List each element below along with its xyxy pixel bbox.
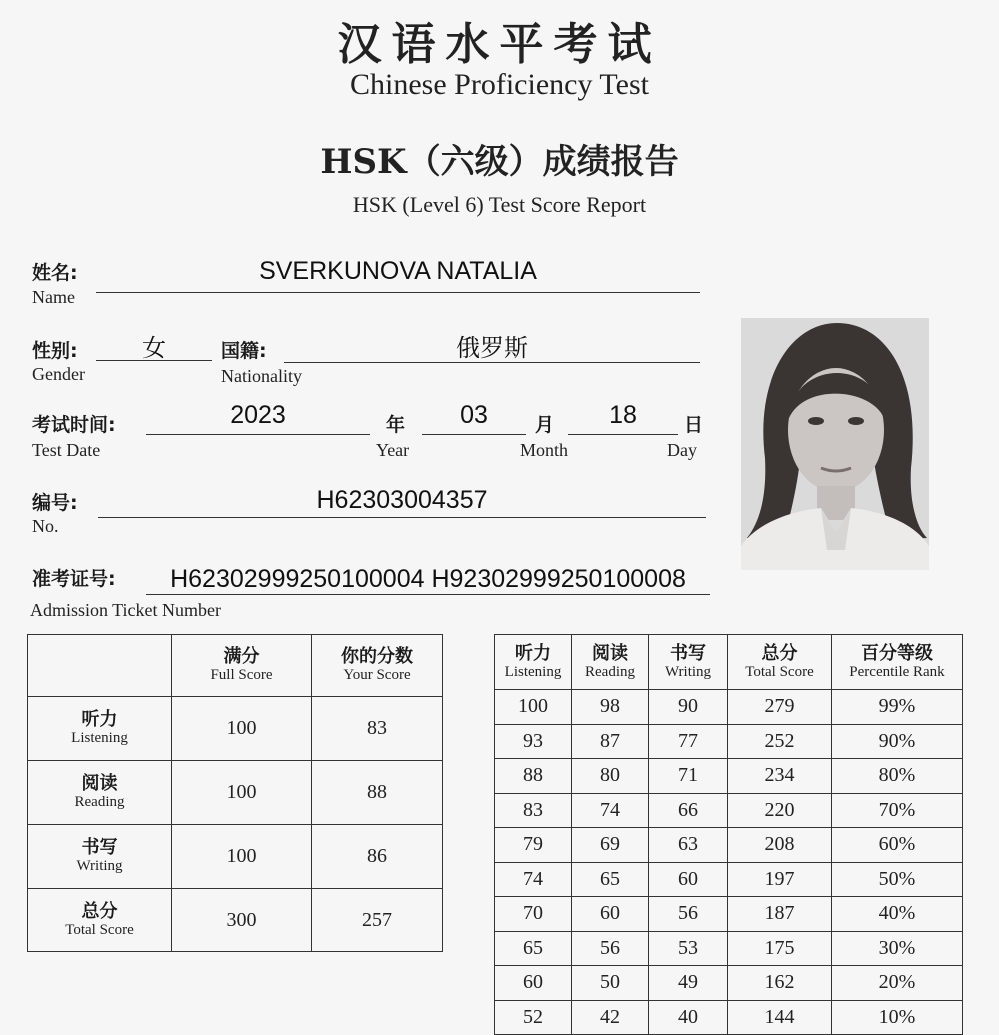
title-chinese: 汉语水平考试	[337, 19, 662, 70]
percentile-header-listening	[495, 635, 572, 690]
number-label-cn: 编号:	[32, 492, 78, 514]
row-label-cn: 听力	[81, 709, 118, 730]
test-date-label-en: Test Date	[32, 440, 101, 460]
reading-cell: 60	[572, 897, 649, 932]
name-label-en: Name	[32, 287, 75, 307]
reading-cell: 65	[572, 862, 649, 897]
test-day-value: 18	[609, 401, 637, 429]
writing-cell: 77	[649, 724, 728, 759]
nationality-label-cn: 国籍:	[221, 340, 267, 362]
listening-cell: 88	[495, 759, 572, 794]
test-date-label-cn: 考试时间:	[32, 414, 116, 436]
percentile-cell: 90%	[832, 724, 963, 759]
percentile-cell: 60%	[832, 828, 963, 863]
header-cn: 百分等级	[861, 642, 933, 664]
table-row	[495, 897, 963, 932]
header-en: Writing	[664, 663, 712, 680]
number-underline	[98, 517, 706, 518]
year-label-cn: 年	[386, 414, 406, 436]
listening-cell: 65	[495, 931, 572, 966]
reading-cell: 74	[572, 793, 649, 828]
gender-label-en: Gender	[32, 364, 85, 384]
table-row	[495, 862, 963, 897]
row-label	[28, 697, 172, 761]
reading-cell: 98	[572, 690, 649, 725]
header-en: Percentile Rank	[849, 663, 945, 680]
header-en: Listening	[504, 663, 562, 680]
table-row	[495, 931, 963, 966]
full-score-cell: 300	[172, 889, 312, 952]
reading-cell: 50	[572, 966, 649, 1001]
header-en: Total Score	[745, 663, 814, 680]
listening-cell: 79	[495, 828, 572, 863]
header-cn: 听力	[515, 642, 551, 664]
row-label-en: Writing	[76, 858, 123, 874]
full-score-cell: 100	[172, 825, 312, 889]
table-row	[495, 759, 963, 794]
gender-value: 女	[142, 334, 166, 362]
full-score-cell: 100	[172, 697, 312, 761]
reading-cell: 56	[572, 931, 649, 966]
total-cell: 144	[728, 1000, 832, 1035]
percentile-header-writing	[649, 635, 728, 690]
reading-cell: 69	[572, 828, 649, 863]
month-label-cn: 月	[535, 414, 555, 436]
listening-cell: 70	[495, 897, 572, 932]
total-cell: 234	[728, 759, 832, 794]
percentile-table	[494, 634, 963, 1035]
name-label-cn: 姓名:	[32, 262, 78, 284]
day-label-cn: 日	[684, 414, 704, 436]
gender-label-cn: 性别:	[32, 340, 78, 362]
total-cell: 252	[728, 724, 832, 759]
number-value: H62303004357	[316, 486, 488, 514]
year-label-en: Year	[376, 440, 410, 460]
test-day-underline	[568, 434, 678, 435]
full-score-header	[172, 635, 312, 697]
percentile-header-reading	[572, 635, 649, 690]
gender-underline	[96, 360, 212, 361]
row-label-cn: 阅读	[81, 773, 118, 794]
nationality-value: 俄罗斯	[456, 334, 528, 362]
full-score-cell: 100	[172, 761, 312, 825]
your-score-cell: 257	[312, 889, 443, 952]
score-table	[27, 634, 443, 952]
table-row	[495, 1000, 963, 1035]
test-month-underline	[422, 434, 526, 435]
title-english: Chinese Proficiency Test	[350, 68, 649, 101]
candidate-photo	[741, 318, 929, 570]
header-en: Reading	[585, 663, 635, 680]
table-row	[495, 966, 963, 1001]
total-cell: 175	[728, 931, 832, 966]
percentile-cell: 99%	[832, 690, 963, 725]
total-cell: 187	[728, 897, 832, 932]
candidate-photo-illustration	[741, 318, 929, 570]
header-cn: 总分	[761, 642, 798, 664]
table-row	[495, 828, 963, 863]
percentile-cell: 40%	[832, 897, 963, 932]
listening-cell: 100	[495, 690, 572, 725]
total-cell: 279	[728, 690, 832, 725]
writing-cell: 40	[649, 1000, 728, 1035]
writing-cell: 90	[649, 690, 728, 725]
total-cell: 162	[728, 966, 832, 1001]
table-row	[28, 761, 443, 825]
ticket-label-en: Admission Ticket Number	[30, 600, 222, 620]
nationality-underline	[284, 362, 700, 363]
writing-cell: 66	[649, 793, 728, 828]
header-cn: 书写	[670, 642, 706, 664]
your-score-cell: 86	[312, 825, 443, 889]
percentile-header-total	[728, 635, 832, 690]
percentile-cell: 20%	[832, 966, 963, 1001]
score-table-header	[28, 635, 443, 697]
row-label-cn: 书写	[81, 837, 118, 858]
listening-cell: 83	[495, 793, 572, 828]
table-row	[495, 690, 963, 725]
listening-cell: 60	[495, 966, 572, 1001]
row-label-en: Listening	[71, 730, 128, 746]
listening-cell: 93	[495, 724, 572, 759]
reading-cell: 87	[572, 724, 649, 759]
percentile-table-header	[495, 635, 963, 690]
test-year-underline	[146, 434, 370, 435]
your-score-cell: 83	[312, 697, 443, 761]
row-label	[28, 761, 172, 825]
percentile-cell: 10%	[832, 1000, 963, 1035]
nationality-label-en: Nationality	[221, 366, 302, 386]
ticket-underline	[146, 594, 710, 595]
name-underline	[96, 292, 700, 293]
table-row	[495, 724, 963, 759]
reading-cell: 42	[572, 1000, 649, 1035]
total-cell: 208	[728, 828, 832, 863]
total-cell: 197	[728, 862, 832, 897]
total-cell: 220	[728, 793, 832, 828]
percentile-cell: 30%	[832, 931, 963, 966]
table-row	[28, 889, 443, 952]
month-label-en: Month	[520, 440, 569, 460]
header-cn: 阅读	[592, 642, 628, 664]
row-label-en: Reading	[74, 794, 125, 810]
row-label-en: Total Score	[65, 921, 134, 938]
row-label-cn: 总分	[81, 900, 118, 922]
your-score-header	[312, 635, 443, 697]
percentile-cell: 80%	[832, 759, 963, 794]
your-score-cell: 88	[312, 761, 443, 825]
percentile-cell: 70%	[832, 793, 963, 828]
ticket-value: H62302999250100004 H92302999250100008	[170, 565, 686, 593]
writing-cell: 53	[649, 931, 728, 966]
writing-cell: 71	[649, 759, 728, 794]
your-score-header-en: Your Score	[343, 667, 411, 683]
percentile-header-rank	[832, 635, 963, 690]
ticket-label-cn: 准考证号:	[32, 568, 116, 590]
number-label-en: No.	[32, 516, 59, 536]
listening-cell: 52	[495, 1000, 572, 1035]
table-row	[28, 825, 443, 889]
writing-cell: 56	[649, 897, 728, 932]
reading-cell: 80	[572, 759, 649, 794]
full-score-header-cn: 满分	[223, 646, 260, 667]
writing-cell: 60	[649, 862, 728, 897]
score-table-corner	[28, 635, 172, 697]
table-row	[495, 793, 963, 828]
listening-cell: 74	[495, 862, 572, 897]
percentile-cell: 50%	[832, 862, 963, 897]
table-row	[28, 697, 443, 761]
row-label	[28, 825, 172, 889]
name-value: SVERKUNOVA NATALIA	[259, 257, 537, 285]
report-title-chinese: HSK（六级）成绩报告	[320, 142, 679, 182]
your-score-header-cn: 你的分数	[341, 646, 413, 667]
test-month-value: 03	[460, 401, 488, 429]
report-title-english: HSK (Level 6) Test Score Report	[352, 192, 647, 217]
row-label	[28, 889, 172, 952]
day-label-en: Day	[667, 440, 697, 460]
test-year-value: 2023	[230, 401, 286, 429]
writing-cell: 49	[649, 966, 728, 1001]
writing-cell: 63	[649, 828, 728, 863]
full-score-header-en: Full Score	[210, 667, 273, 683]
